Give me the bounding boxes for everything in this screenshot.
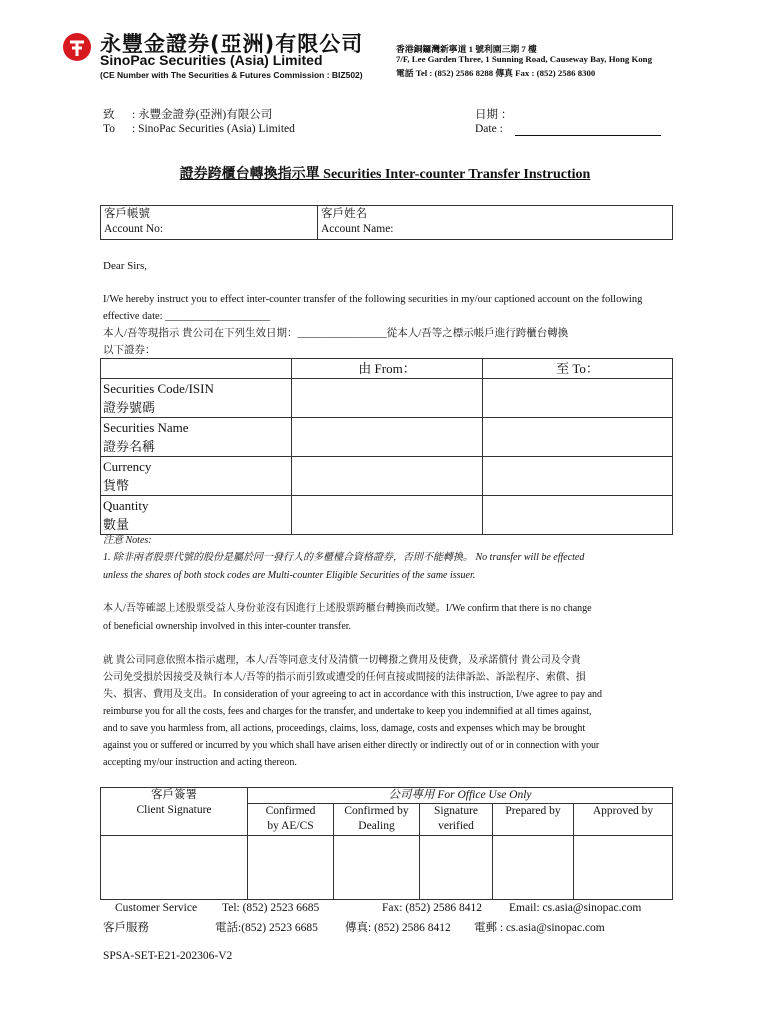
- to-currency-input[interactable]: [483, 457, 673, 496]
- notes-heading: 注意 Notes:: [103, 535, 152, 546]
- from-name-input[interactable]: [292, 418, 483, 457]
- sinopac-logo-icon: [62, 32, 92, 62]
- signature-table: [100, 787, 673, 900]
- customer-service-zh: 客戶服務: [103, 922, 149, 934]
- account-no-label-zh: 客戶帳號: [104, 208, 150, 220]
- account-no-label-en: Account No:: [104, 223, 164, 235]
- to-zh-value: : 永豐金證券(亞洲)有限公司: [132, 109, 273, 121]
- form-code: SPSA-SET-E21-202306-V2: [103, 950, 233, 962]
- tel-zh: 電話:(852) 2523 6685: [215, 922, 318, 934]
- to-en-value: : SinoPac Securities (Asia) Limited: [132, 123, 295, 135]
- to-code-input[interactable]: [483, 379, 673, 418]
- col-signature-verified: Signature verified: [420, 804, 493, 836]
- address-zh: 香港銅鑼灣新寧道 1 號利園三期 7 樓: [396, 44, 537, 54]
- row-label-name: Securities Name 證券名稱: [101, 418, 292, 457]
- fax-zh: 傳真: (852) 2586 8412: [345, 922, 451, 934]
- to-zh-label: 致: [103, 109, 115, 121]
- date-input-line[interactable]: [515, 135, 661, 136]
- confirmed-ae-box[interactable]: [248, 836, 334, 900]
- tel-fax: 電話 Tel : (852) 2586 8288 傳真 Fax : (852) 2586 8300: [396, 68, 596, 78]
- form-title: 證券跨櫃台轉換指示單 Securities Inter-counter Transfer Instruction: [179, 167, 591, 182]
- row-label-quantity: Quantity 數量: [101, 496, 292, 535]
- client-signature-box[interactable]: [101, 836, 248, 900]
- email-en[interactable]: Email: cs.asia@sinopac.com: [509, 902, 642, 914]
- ce-number: (CE Number with The Securities & Futures Commission : BIZ502): [100, 70, 363, 80]
- signature-verified-box[interactable]: [420, 836, 493, 900]
- date-label-zh: 日期 ：: [475, 109, 513, 121]
- confirm-line-2: of beneficial ownership involved in this inter-counter transfer.: [103, 621, 352, 632]
- account-name-cell[interactable]: [318, 206, 673, 240]
- instruction-zh-1: 本人/吾等現指示 貴公司在下列生效日期：_________________從本人/吾等之標示帳戶進行跨櫃台轉換: [103, 328, 569, 339]
- customer-service-en: Customer Service: [115, 902, 198, 914]
- from-header: 由 From：: [292, 359, 483, 379]
- col-confirmed-ae: Confirmed by AE/CS: [248, 804, 334, 836]
- instruction-zh-2: 以下證券：: [103, 345, 156, 356]
- prepared-by-box[interactable]: [493, 836, 574, 900]
- row-label-code: Securities Code/ISIN 證券號碼: [101, 379, 292, 418]
- from-code-input[interactable]: [292, 379, 483, 418]
- from-quantity-input[interactable]: [292, 496, 483, 535]
- col-confirmed-dealing: Confirmed by Dealing: [334, 804, 420, 836]
- office-use-header: 公司專用 For Office Use Only: [248, 788, 673, 804]
- instruction-en: I/We hereby instruct you to effect inter-counter transfer of the following securities in my/our captioned account on the following effective date: ____________________: [103, 294, 643, 322]
- note-1-line-1: 1. 除非兩者股票代號的股份是屬於同一發行人的多櫃檯合資格證券，否則不能轉換。 No transfer will be effected: [103, 552, 585, 563]
- account-table: [100, 205, 673, 240]
- fax-en: Fax: (852) 2586 8412: [382, 902, 482, 914]
- account-name-label-en: Account Name:: [321, 223, 394, 235]
- to-quantity-input[interactable]: [483, 496, 673, 535]
- client-signature-header: 客戶簽署 Client Signature: [101, 788, 248, 836]
- account-no-cell[interactable]: [101, 206, 318, 240]
- salutation: Dear Sirs,: [103, 260, 147, 272]
- col-approved-by: Approved by: [574, 804, 673, 836]
- securities-corner-cell: [101, 359, 292, 379]
- col-prepared-by: Prepared by: [493, 804, 574, 836]
- confirmed-dealing-box[interactable]: [334, 836, 420, 900]
- email-zh[interactable]: 電郵 : cs.asia@sinopac.com: [474, 922, 605, 934]
- row-label-currency: Currency 貨幣: [101, 457, 292, 496]
- note-1-line-2: unless the shares of both stock codes are Multi-counter Eligible Securities of the same issuer.: [103, 570, 476, 581]
- from-currency-input[interactable]: [292, 457, 483, 496]
- approved-by-box[interactable]: [574, 836, 673, 900]
- date-label-en: Date :: [475, 123, 503, 135]
- tel-en: Tel: (852) 2523 6685: [222, 902, 320, 914]
- company-name-zh: 永豐金證券(亞洲)有限公司: [100, 32, 364, 56]
- company-name-en: SinoPac Securities (Asia) Limited: [100, 52, 323, 68]
- to-header: 至 To：: [483, 359, 673, 379]
- confirm-line-1: 本人/吾等確認上述股票受益人身份並沒有因進行上述股票跨櫃台轉換而改變。I/We confirm that there is no change: [103, 603, 592, 614]
- account-name-label-zh: 客戶姓名: [321, 208, 367, 220]
- address-en: 7/F, Lee Garden Three, 1 Sunning Road, Causeway Bay, Hong Kong: [396, 54, 652, 64]
- to-name-input[interactable]: [483, 418, 673, 457]
- indemnity-paragraph: 就 貴公司同意依照本指示處理，本人/吾等同意支付及清償一切轉撥之費用及使費，及承諾償付 貴公司及令貴 公司免受損於因接受及執行本人/吾等的指示而引致或遭受的任何直接或間接的法律訴訟、訴訟程序、索償、損 失、損害、費用及支出。In consideration of your agreeing to act in accordance with this instruction, I/we agree to pay and reimburse you for all the costs, fees and charges for the transfer, and undertake to keep you indemnified at all times against, and to save you harmless from, all actions, proceedings, claims, loss, damage, costs and expenses which may be brought against you or suffered or incurred by you which shall have arisen either directly or indirectly out of or in connection with your accepting my/our instruction and acting thereon.: [103, 655, 603, 768]
- securities-table: [100, 358, 673, 535]
- to-en-label: To: [103, 123, 115, 135]
